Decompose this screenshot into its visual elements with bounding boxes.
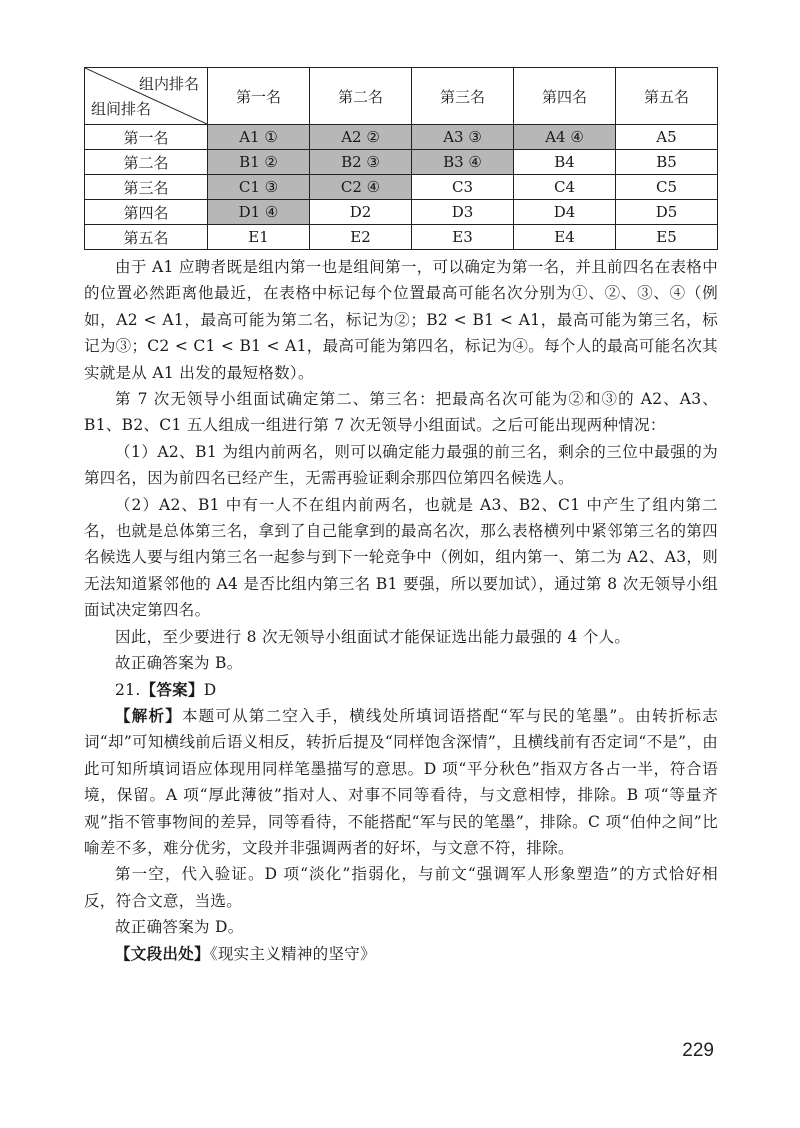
question-answer-line xyxy=(84,677,718,703)
table-cell: C3 xyxy=(412,175,514,200)
table-cell: B1 ② xyxy=(208,150,310,175)
analysis-paragraph xyxy=(84,703,718,861)
table-cell: C4 xyxy=(514,175,616,200)
analysis-text: 本题可从第二空入手，横线处所填词语搭配“军与民的笔墨”。由转折标志词“却”可知横线前后语义相反，转折后提及“同样饱含深情”，且横线前有否定词“不是”，由此可知所填词语应体现用同样笔墨描写的意思。D 项“平分秋色”指双方各占一半，符合语境，保留。A 项“厚此薄彼”指对人、对事不同等看待，与文意相悖，排除。B 项“等量齐观”指不管事物间的差异，同等看待，不能搭配“军与民的笔墨”，排除。C 项“伯仲之间”比喻差不多，难分优劣，文段并非强调两者的好坏，与文意不符，排除。 xyxy=(84,706,718,857)
row-header: 第三名 xyxy=(85,175,208,200)
answer-value: D xyxy=(203,680,217,699)
table-cell: D2 xyxy=(310,200,412,225)
body-text xyxy=(84,254,718,967)
table-header-row xyxy=(85,68,718,125)
answer-line: 故正确答案为 B。 xyxy=(115,654,243,673)
page-number: 229 xyxy=(682,1040,714,1061)
paragraph: 第 7 次无领导小组面试确定第二、第三名：把最高名次可能为②和③的 A2、A3、B1、B2、C1 五人组成一组进行第 7 次无领导小组面试。之后可能出现两种情况： xyxy=(84,390,718,435)
table-cell: A5 xyxy=(616,125,718,150)
source-line xyxy=(84,941,718,967)
corner-label-within-group: 组内排名 xyxy=(138,75,199,93)
row-header: 第四名 xyxy=(85,200,208,225)
source-title: 《现实主义精神的坚守》 xyxy=(209,944,376,963)
row-header: 第一名 xyxy=(85,125,208,150)
table-cell: B2 ③ xyxy=(310,150,412,175)
table-cell: E1 xyxy=(208,225,310,250)
column-header: 第三名 xyxy=(412,68,514,125)
table-cell: C5 xyxy=(616,175,718,200)
table-cell: D4 xyxy=(514,200,616,225)
question-number: 21. xyxy=(115,680,141,699)
table-row xyxy=(85,175,718,200)
paragraph: 因此，至少要进行 8 次无领导小组面试才能保证选出能力最强的 4 个人。 xyxy=(115,627,631,646)
table-cell: B5 xyxy=(616,150,718,175)
table-cell: A4 ④ xyxy=(514,125,616,150)
table-cell: E3 xyxy=(412,225,514,250)
table-cell: C2 ④ xyxy=(310,175,412,200)
paragraph: 由于 A1 应聘者既是组内第一也是组间第一，可以确定为第一名，并且前四名在表格中的位置必然距离他最近，在表格中标记每个位置最高可能名次分别为①、②、③、④（例如，A2 < A1，最高可能为第二名，标记为②；B2 < B1 < A1，最高可能为第三名，标记为③；C2 < C1 < B1 < A1，最高可能为第四名，标记为④。每个人的最高可能名次其实就是从 A1 出发的最短格数）。 xyxy=(84,258,718,382)
table-corner-cell xyxy=(85,68,208,125)
row-header: 第五名 xyxy=(85,225,208,250)
table-cell: C1 ③ xyxy=(208,175,310,200)
table-cell: A1 ① xyxy=(208,125,310,150)
table-cell: B4 xyxy=(514,150,616,175)
table-row xyxy=(85,125,718,150)
table-cell: E4 xyxy=(514,225,616,250)
source-label: 【文段出处】 xyxy=(115,943,210,963)
answer-line: 故正确答案为 D。 xyxy=(115,918,244,937)
table-cell: E5 xyxy=(616,225,718,250)
column-header: 第二名 xyxy=(310,68,412,125)
table-cell: D5 xyxy=(616,200,718,225)
table-cell: A3 ③ xyxy=(412,125,514,150)
table-cell: A2 ② xyxy=(310,125,412,150)
ranking-table xyxy=(84,67,718,250)
answer-label: 【答案】 xyxy=(140,679,204,699)
table-row xyxy=(85,200,718,225)
table-cell: B3 ④ xyxy=(412,150,514,175)
column-header: 第五名 xyxy=(616,68,718,125)
table-cell: E2 xyxy=(310,225,412,250)
column-header: 第四名 xyxy=(514,68,616,125)
table-row xyxy=(85,225,718,250)
row-header: 第二名 xyxy=(85,150,208,175)
table-cell: D3 xyxy=(412,200,514,225)
analysis-label: 【解析】 xyxy=(115,705,182,725)
paragraph: （2）A2、B1 中有一人不在组内前两名，也就是 A3、B2、C1 中产生了组内第二名，也就是总体第三名，拿到了自己能拿到的最高名次，那么表格横列中紧邻第三名的第四名候选人要与组内第三名一起参与到下一轮竞争中（例如，组内第一、第二为 A2、A3，则无法知道紧邻他的 A4 是否比组内第三名 B1 要强，所以要加试），通过第 8 次无领导小组面试决定第四名。 xyxy=(84,495,718,620)
table-cell: D1 ④ xyxy=(208,200,310,225)
column-header: 第一名 xyxy=(208,68,310,125)
paragraph: 第一空，代入验证。D 项“淡化”指弱化，与前文“强调军人形象塑造”的方式恰好相反，符合文意，当选。 xyxy=(84,865,718,910)
paragraph: （1）A2、B1 为组内前两名，则可以确定能力最强的前三名，剩余的三位中最强的为第四名，因为前四名已经产生，无需再验证剩余那四位第四名候选人。 xyxy=(84,442,718,488)
corner-label-between-group: 组间排名 xyxy=(91,100,152,118)
table-row xyxy=(85,150,718,175)
